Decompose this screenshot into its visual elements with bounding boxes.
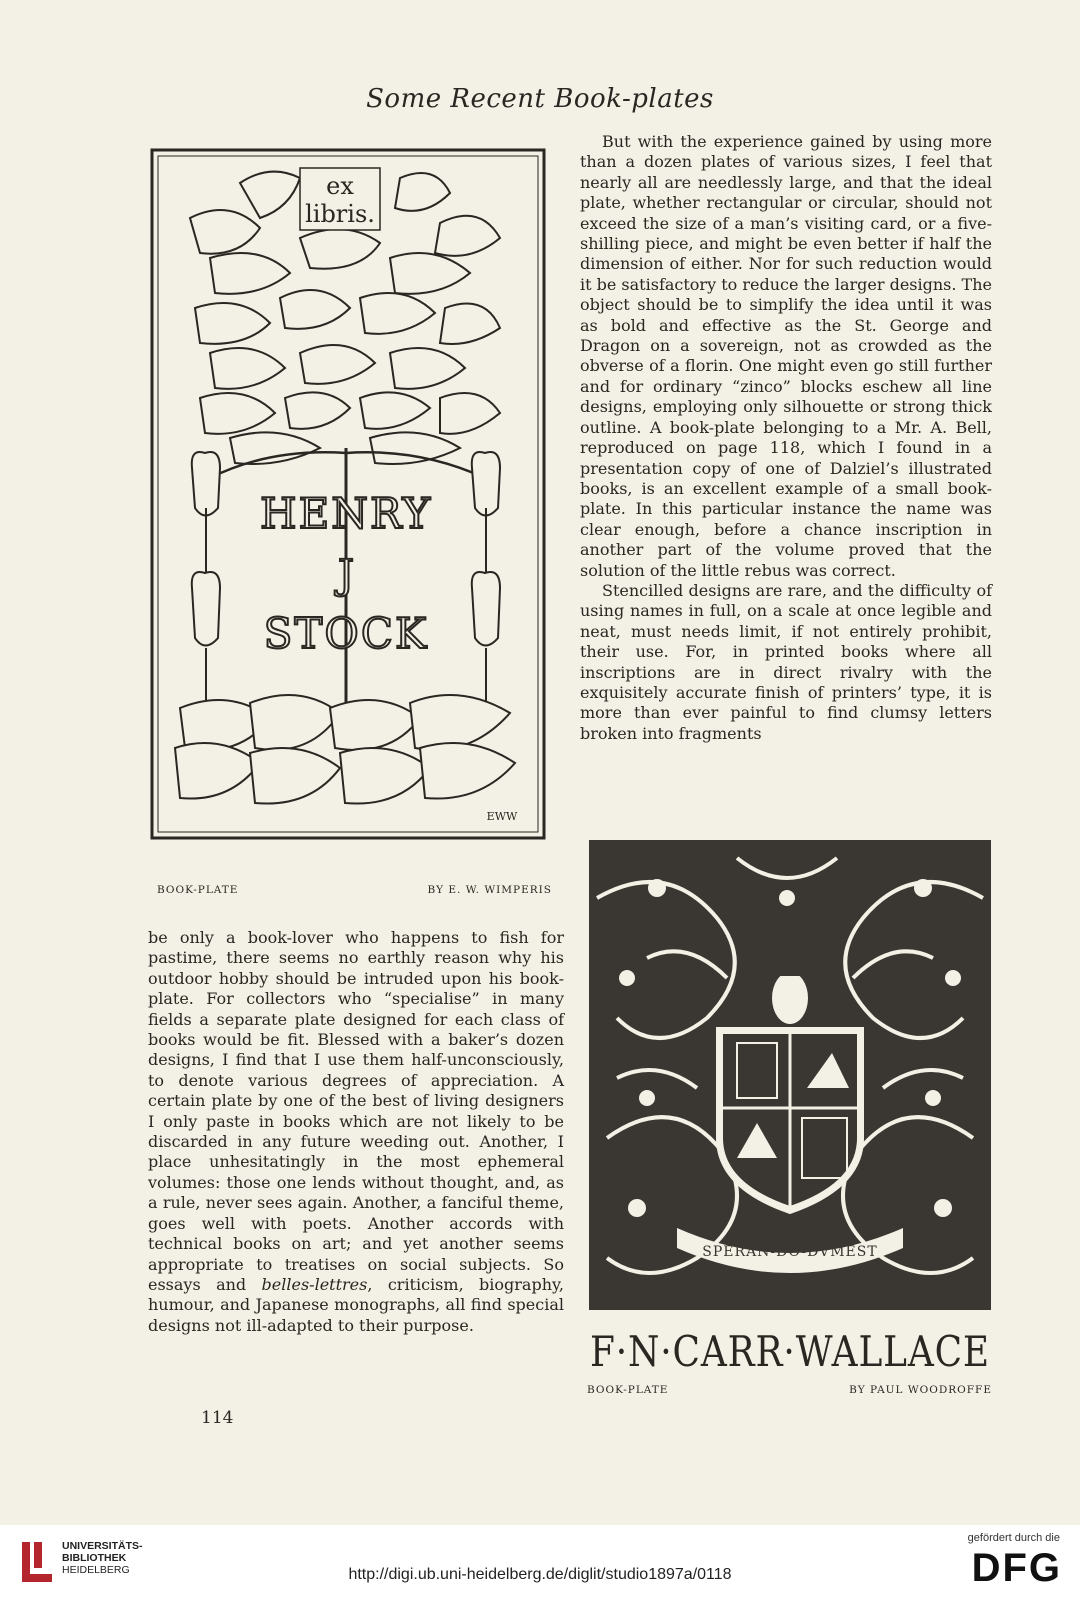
left-caption bbox=[157, 884, 552, 896]
stock-label: STOCK bbox=[263, 609, 429, 658]
right-caption-label: BOOK-PLATE bbox=[587, 1384, 669, 1396]
institution-line-2: BIBLIOTHEK bbox=[62, 1552, 127, 1564]
permalink-url[interactable]: http://digi.ub.uni-heidelberg.de/diglit/studio1897a/0118 bbox=[348, 1566, 732, 1583]
right-caption bbox=[587, 1384, 992, 1396]
right-paragraph-2: Stencilled designs are rare, and the difficulty of using names in full, on a scale at once legible and neat, must needs limit, if not entirely prohibit, their use. For, in printed books where all inscriptions are in direct rivalry with the exquisitely accurate finish of printers’ type, it is more than ever painful to find clumsy letters broken into fragments bbox=[580, 580, 992, 743]
running-title: Some Recent Book-plates bbox=[366, 84, 714, 114]
monogram: EWW bbox=[486, 810, 518, 823]
institution-line-1: UNIVERSITÄTS- bbox=[62, 1540, 143, 1552]
left-caption-label: BOOK-PLATE bbox=[157, 884, 239, 896]
j-label: J bbox=[337, 552, 355, 598]
left-column bbox=[148, 928, 564, 1336]
left-paragraph-lead: be only a book-lover who happens to fish for pastime, there seems no earthly reason why his outdoor hobby should be intruded upon his book-plate. For collectors who “specialise” in many fields a separate plate designed for each class of books would be fit. Blessed with a baker’s dozen designs, I find that I use them half-unconsciously, to denote various degrees of appreciation. A certain plate by one of the best of living designers I only paste in books which are not likely to be discarded in any future weeding out. Another, I place unhesitatingly in the most ephemeral volumes: those one lends without thought, and, as a rule, never sees again. Another, a fanciful theme, goes well with poets. Another accords with technical books on art; and yet another seems appropriate to treatises on social subjects. So essays and bbox=[148, 928, 564, 1294]
left-paragraph-tail: , criticism, biography, humour, and Japanese monographs, all find special designs not ill-adapted to their purpose. bbox=[148, 1274, 564, 1335]
ex-label: ex bbox=[326, 172, 354, 200]
libris-label: libris. bbox=[305, 200, 375, 228]
right-caption-credit: BY PAUL WOODROFFE bbox=[849, 1384, 992, 1396]
left-paragraph-italic: belles-lettres bbox=[261, 1274, 368, 1294]
funded-by-label: gefördert durch die bbox=[967, 1532, 1060, 1544]
carr-wallace-bookplate bbox=[587, 838, 993, 1376]
left-caption-credit: BY E. W. WIMPERIS bbox=[427, 884, 552, 896]
henry-label: HENRY bbox=[259, 489, 433, 538]
right-column bbox=[580, 132, 992, 744]
left-paragraph bbox=[148, 928, 564, 1336]
henry-stock-bookplate bbox=[150, 148, 546, 840]
carr-wallace-name: F·N·CARR·WALLACE bbox=[590, 1327, 990, 1376]
institution-line-3: HEIDELBERG bbox=[62, 1564, 130, 1576]
right-paragraph-1: But with the experience gained by using more than a dozen plates of various sizes, I feel that nearly all are needlessly large, and that the ideal plate, whether rectangular or circular, should not exceed the size of a man’s visiting card, or a five-shilling piece, and might be even better if half the dimension of either. Nor for such reduction would it be satisfactory to reduce the larger designs. The object should be to simplify the idea until it was as bold and effective as the St. George and Dragon on a sovereign, not as crowded as the obverse of a florin. One might even go still further and for ordinary “zinco” blocks eschew all line designs, employing only silhouette or strong thick outline. A book-plate belonging to a Mr. A. Bell, reproduced on page 118, which I found in a presentation copy of one of Dalziel’s illustrated books, is an excellent example of a small book-plate. In this particular instance the name was clear enough, before a chance inscription in another part of the volume proved that the solution of the little rebus was correct. bbox=[580, 132, 992, 580]
footer-bar bbox=[0, 1525, 1080, 1600]
page-number: 114 bbox=[201, 1408, 234, 1428]
dfg-logo: DFG bbox=[971, 1546, 1062, 1590]
motto: SPERAN-DO-DVMEST bbox=[702, 1244, 878, 1260]
